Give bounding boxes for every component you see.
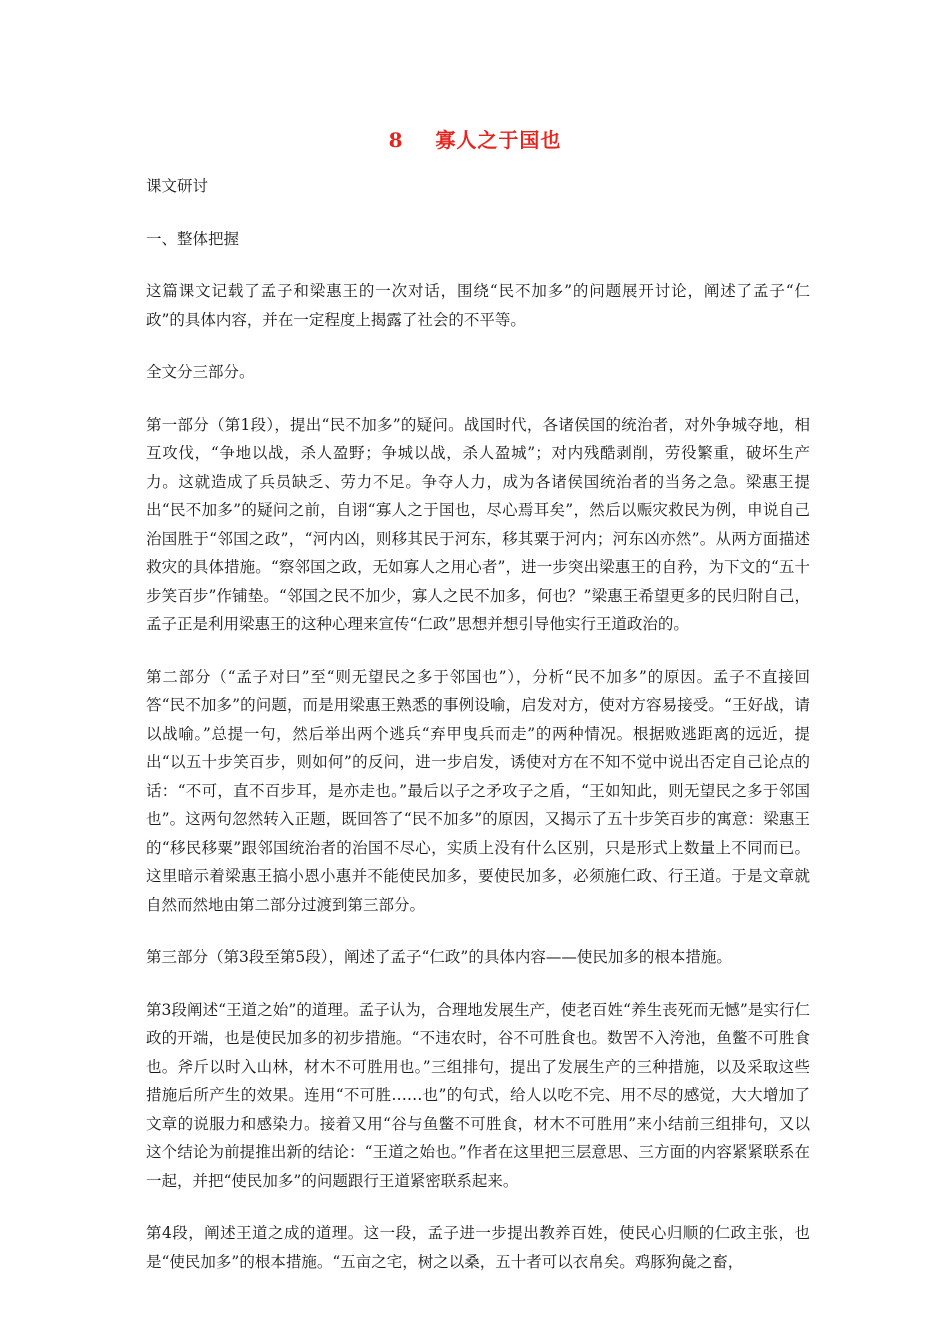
paragraph-structure: 全文分三部分。 (146, 363, 255, 381)
paragraph-part-two: 第二部分（“孟子对曰”至“则无望民之多于邻国也”），分析“民不加多”的原因。孟子不直接回答“民不加多”的问题，而是用梁惠王熟悉的事例设喻，启发对方，使对方容易接受。“王好战，请以战喻。”总提一句，然后举出两个逃兵“弃甲曳兵而走”的两种情况。根据败逃距离的远近，提出“以五十步笑百步，则如何”的反问，进一步启发，诱使对方在不知不觉中说出否定自己论点的话：“不可，直不百步耳，是亦走也。”最后以子之矛攻子之盾，“王如知此，则无望民之多于邻国也”。这两句忽然转入正题，既回答了“民不加多”的原因，又揭示了五十步笑百步的寓意：梁惠王的“移民移粟”跟邻国统治者的治国不尽心，实质上没有什么区别，只是形式上数量上不同而已。这里暗示着梁惠王搞小恩小惠并不能使民加多，要使民加多，必须施仁政、行王道。于是文章就自然而然地由第二部分过渡到第三部分。 (146, 667, 810, 914)
subsection-heading: 一、整体把握 (146, 229, 240, 248)
paragraph-section-3: 第3段阐述“王道之始”的道理。孟子认为，合理地发展生产，使老百姓“养生丧死而无憾”是实行仁政的开端，也是使民加多的初步措施。“不违农时，谷不可胜食也。数罟不入洿池，鱼鳖不可胜食也。斧斤以时入山林，材木不可胜用也。”三组排句，提出了发展生产的三种措施，以及采取这些措施后所产生的效果。连用“不可胜……也”的句式，给人以吃不完、用不尽的感觉，大大增加了文章的说服力和感染力。接着又用“谷与鱼鳖不可胜食，材木不可胜用”来小结前三组排句，又以这个结论为前提推出新的结论：“王道之始也。”作者在这里把三层意思、三方面的内容紧紧联系在一起，并把“使民加多”的问题跟行王道紧密联系起来。 (146, 1000, 810, 1190)
paragraph-part-one: 第一部分（第1段），提出“民不加多”的疑问。战国时代，各诸侯国的统治者，对外争城夺地，相互攻伐，“争地以战，杀人盈野；争城以战，杀人盈城”；对内残酷剥削，劳役繁重，破坏生产力。这就造成了兵员缺乏、劳力不足。争夺人力，成为各诸侯国统治者的当务之急。梁惠王提出“民不加多”的疑问之前，自诩“寡人之于国也，尽心焉耳矣”，然后以赈灾救民为例，申说自己治国胜于“邻国之政”，“河内凶，则移其民于河东，移其粟于河内；河东凶亦然”。从两方面描述救灾的具体措施。“察邻国之政，无如寡人之用心者”，进一步突出梁惠王的自矜，为下文的“五十步笑百步”作铺垫。“邻国之民不加少，寡人之民不加多，何也？”梁惠王希望更多的民归附自己，孟子正是利用梁惠王的这种心理来宣传“仁政”思想并想引导他实行王道政治的。 (146, 415, 810, 633)
paragraph-overview: 这篇课文记载了孟子和梁惠王的一次对话，围绕“民不加多”的问题展开讨论，阐述了孟子“仁政”的具体内容，并在一定程度上揭露了社会的不平等。 (146, 282, 810, 329)
paragraph-section-4: 第4段，阐述王道之成的道理。这一段，孟子进一步提出教养百姓，使民心归顺的仁政主张，也是“使民加多”的根本措施。“五亩之宅，树之以桑，五十者可以衣帛矣。鸡豚狗彘之畜， (146, 1224, 810, 1271)
document-title: 8 寡人之于国也 (388, 128, 562, 152)
section-heading: 课文研讨 (146, 177, 209, 195)
document-body (146, 172, 810, 1300)
paragraph-part-three: 第三部分（第3段至第5段），阐述了孟子“仁政”的具体内容——使民加多的根本措施。 (146, 948, 732, 966)
